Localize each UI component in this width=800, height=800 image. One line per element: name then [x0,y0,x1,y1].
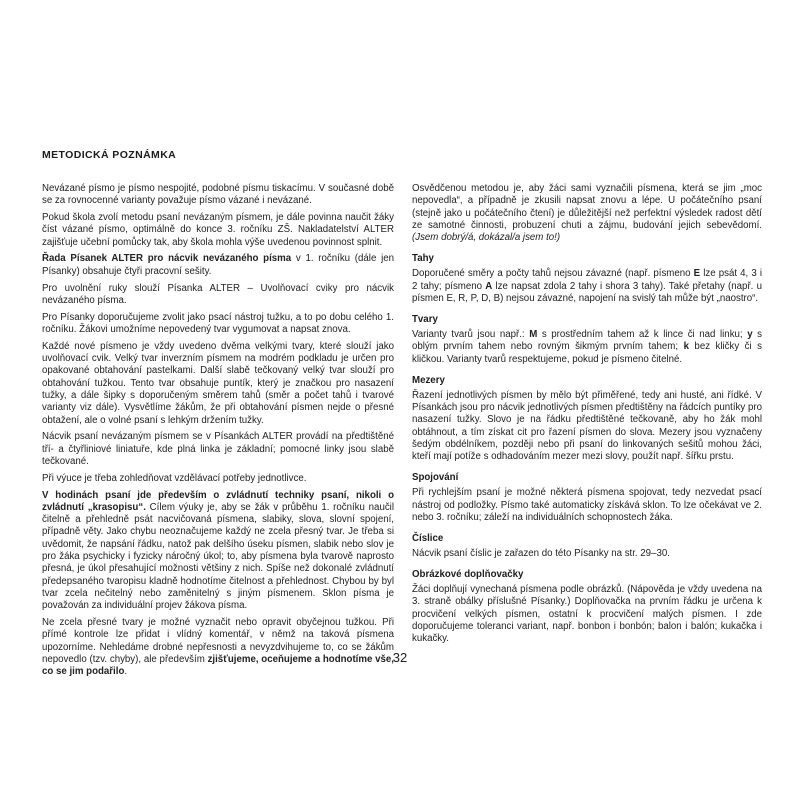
text-segment: Osvědčenou metodou je, aby žáci sami vyznačili písmena, která se jim „moc nepovedla“, a případně je zkusili napsat znovu a lépe. U počátečního psaní (stejně jako u počátečního čtení) je důležitější než perfektní výsledek radost dětí ze samotné činnosti, probuzení chuti a zájmu, budování jejich sebevědomí. [412,183,762,231]
paragraph [412,268,762,305]
text-segment: Při rychlejším psaní je možné některá písmena spojovat, tedy nezvedat psací nástroj od podložky. Písmo také automaticky získává sklon. To lze očekávat ve 2. nebo 3. ročníku; záleží na individuálních schopnostech žáka. [412,487,762,523]
text-segment: Nácvik psaní číslic je zařazen do této Písanky na str. 29–30. [412,547,670,559]
text-segment: zjišťujeme, oceňujeme a hodnotíme vše, co se jim podařilo [42,653,395,678]
paragraph [42,312,394,337]
paragraph [42,490,394,613]
section-heading: Mezery [412,374,445,386]
right-text-column [412,183,762,650]
text-segment: Pro Písanky doporučujeme zvolit jako psací nástroj tužku, a to po dobu celého 1. ročníku. Žákovi umožníme nepovedený tvar vygumovat a napsat znova. [42,311,394,335]
paragraph [412,584,762,645]
text-segment: M [529,328,538,340]
section-heading: Tahy [412,253,434,265]
paragraph [42,341,394,427]
text-segment: Ne zcela přesné tvary je možné vyznačit nebo opravit obyčejnou tužkou. Při přímé kontrole lze přidat i vlídný komentář, v němž na taková písmena upozorníme. Nehledáme drobné nepřesnosti a nevyzdvihujeme to, co se žákům nepovedlo (tzv. chyby), ale především [42,617,394,665]
section-heading: Obrázkové doplňovačky [412,569,524,581]
text-segment: A [485,280,493,292]
paragraph [42,283,394,308]
paragraph [42,431,394,468]
paragraph [42,617,394,678]
section-heading: Tvary [412,314,438,326]
text-segment: k [683,341,689,353]
text-segment: . [124,666,128,678]
text-segment: bez kličky či s kličkou. Varianty tvarů respektujeme, pokud je písmeno čitelné. [412,341,763,365]
text-segment: Doporučené směry a počty tahů nejsou závazné (např. písmeno [412,268,694,280]
text-segment: Varianty tvarů jsou např.: [412,328,530,340]
paragraph [412,390,762,464]
text-segment: Nácvik psaní nevázaným písmem se v Písankách ALTER provádí na předtištěné tří- a čtyřliniové liniatuře, kde plná linka je základní; pomocné linky jsou slabě tečkované. [42,431,394,467]
text-segment: Řazení jednotlivých písmen by mělo být přiměřené, tedy ani husté, ani řídké. V Písankách jsou pro nácvik jednotlivých písmen předtištěny na řádcích puntíky pro nasazení tužky. Slovo je na řádku předtištěné tečkovaně, aby ho žák mohl obtáhnout, a tím získat cit pro řazení písmen do slova. Mezery jsou vyznačeny šedým obdélníkem, později nebo při psaní do linkovaných sešitů mohou žáci, kteří mají potíže s odhadováním mezer mezi slovy, použít např. šířku prstu. [412,389,762,463]
section-heading: Spojování [412,472,459,484]
text-segment: E [693,268,701,280]
text-segment: (Jsem dobrý/á, dokázal/a jsem to!) [412,232,561,244]
paragraph [42,183,394,208]
text-segment: lze napsat zdola 2 tahy i shora 3 tahy). Také přetahy (např. u písmen E, R, P, D, B) nejsou závazné, napojení na svislý tah může být „naostro“. [412,280,762,304]
page-number: 32 [392,650,408,665]
text-segment: Pro uvolnění ruky slouží Písanka ALTER – Uvolňovací cviky pro nácvik nevázaného písma. [42,282,394,306]
text-segment: s oblým prvním tahem nebo rovným šikmým prvním tahem; [412,328,762,353]
paragraph [42,212,394,249]
paragraph [412,329,762,366]
text-segment: lze psát 4, 3 i 2 tahy; písmeno [412,268,762,292]
paragraph [42,473,394,485]
text-segment: Cílem výuky je, aby se žák v průběhu 1. ročníku naučil čitelně a přehledně psát nacvičovaná písmena, slabiky, slova, slovní spojení, případně věty. Jako chybu neoznačujeme každý ne zcela přesný tvar. Je třeba si uvědomit, že napsání řádku, natož pak delšího úseku písmen, slabik nebo slov je pro žáka psychicky i fyzicky náročný úkol; to, aby písmena byla tvarově naprosto přesná, je úkol přesahující možnosti většiny z nich. Spíše než dokonalé zvládnutí předepsaného tvaropisu kladně hodnotíme čitelnost a přehlednost. Chybou by byl tvar zcela nečitelný nebo zaměnitelný s jiným písmenem. Sklon písma je považován za individuální projev žákova písma. [42,501,394,612]
paragraph [42,253,394,278]
left-text-column [42,183,394,683]
text-segment: Žáci doplňují vynechaná písmena podle obrázků. (Nápověda je vždy uvedena na 3. straně obálky příslušné Písanky.) Doplňovačka na prvním řádku je určena k procvičení velkých písmen, ostatní k procvičení malých písmen. I zde doporučujeme toleranci variant, např. bonbon i bonbón; balon i balón; kukačka i kukačky. [412,584,762,645]
text-segment: v 1. ročníku (dále jen Písanky) obsahuje čtyři pracovní sešity. [42,253,394,277]
text-segment: Řada Písanek ALTER pro nácvik nevázaného písma [42,253,292,265]
section-heading: Číslice [412,533,444,545]
paragraph [412,487,762,524]
page-title: METODICKÁ POZNÁMKA [42,149,177,161]
text-segment: s prostředním tahem až k lince či nad linku; [537,328,748,340]
paragraph [412,183,762,244]
text-segment: y [747,328,753,340]
text-segment: Každé nové písmeno je vždy uvedeno dvěma velkými tvary, které slouží jako uvolňovací cvik. Velký tvar inverzním písmem na modrém podkladu je určen pro opakované obtahování pastelkami. Další slabě tečkovaný velký tvar slouží pro obtahování tužkou. Tento tvar obsahuje puntík, který je značkou pro nasazení tužky, a dále šipky s doporučeným směrem tahů (směr a počet tahů i tvarové varianty viz dále). Vysvětlíme žákům, že při obtahování písmen nejde o přesné obtažení, ale o volné psaní s lehkým držením tužky. [42,340,394,426]
text-segment: Pokud škola zvolí metodu psaní nevázaným písmem, je dále povinna naučit žáky číst vázané písmo, optimálně do konce 3. ročníku ZŠ. Nakladatelství ALTER zajišťuje učební pomůcky tak, aby škola mohla výše uvedenou povinnost splnit. [42,212,394,248]
text-segment: Nevázané písmo je písmo nespojité, podobné písmu tiskacímu. V současné době se za rovnocenné varianty považuje písmo vázané i nevázané. [42,183,394,207]
text-segment: Při výuce je třeba zohledňovat vzdělávací potřeby jednotlivce. [42,472,307,484]
paragraph [412,548,762,560]
text-segment: V hodinách psaní jde především o zvládnutí techniky psaní, nikoli o zvládnutí „krasopisu“. [42,489,394,513]
